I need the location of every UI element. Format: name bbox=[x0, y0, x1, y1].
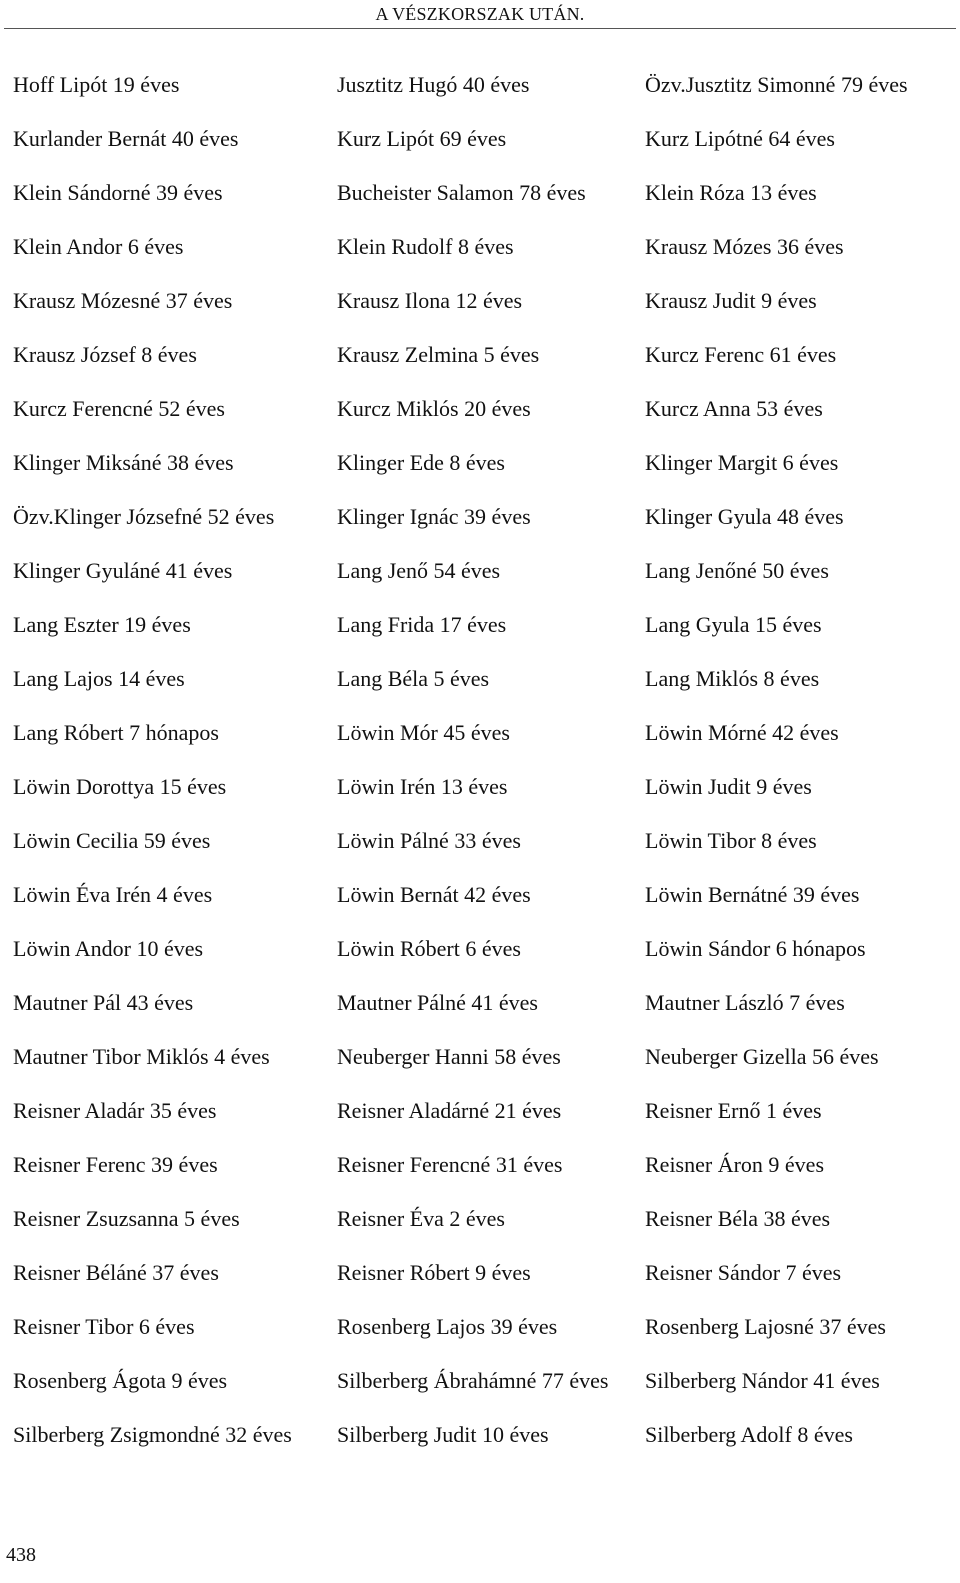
list-item: Silberberg Ábrahámné 77 éves bbox=[337, 1368, 609, 1393]
list-item: Özv.Jusztitz Simonné 79 éves bbox=[645, 72, 908, 97]
list-item: Mautner Pálné 41 éves bbox=[337, 990, 538, 1015]
list-item: Krausz Mózesné 37 éves bbox=[13, 288, 233, 313]
list-item: Löwin Bernát 42 éves bbox=[337, 882, 531, 907]
list-item: Jusztitz Hugó 40 éves bbox=[337, 72, 530, 97]
list-item: Lang Róbert 7 hónapos bbox=[13, 720, 219, 745]
list-item: Silberberg Zsigmondné 32 éves bbox=[13, 1422, 292, 1447]
list-item: Mautner László 7 éves bbox=[645, 990, 845, 1015]
list-item: Reisner Ferenc 39 éves bbox=[13, 1152, 218, 1177]
list-item: Klein Róza 13 éves bbox=[645, 180, 817, 205]
list-item: Hoff Lipót 19 éves bbox=[13, 72, 180, 97]
list-item: Kurlander Bernát 40 éves bbox=[13, 126, 239, 151]
list-item: Krausz Mózes 36 éves bbox=[645, 234, 844, 259]
list-item: Silberberg Nándor 41 éves bbox=[645, 1368, 880, 1393]
list-item: Klein Rudolf 8 éves bbox=[337, 234, 514, 259]
list-item: Klinger Margit 6 éves bbox=[645, 450, 839, 475]
list-item: Kurz Lipótné 64 éves bbox=[645, 126, 835, 151]
list-item: Kurz Lipót 69 éves bbox=[337, 126, 507, 151]
header-rule bbox=[4, 28, 956, 29]
list-item: Löwin Cecilia 59 éves bbox=[13, 828, 211, 853]
list-item: Löwin Bernátné 39 éves bbox=[645, 882, 860, 907]
list-item: Krausz Judit 9 éves bbox=[645, 288, 817, 313]
list-item: Lang Lajos 14 éves bbox=[13, 666, 185, 691]
list-item: Lang Gyula 15 éves bbox=[645, 612, 822, 637]
list-item: Reisner Ferencné 31 éves bbox=[337, 1152, 563, 1177]
list-item: Reisner Áron 9 éves bbox=[645, 1152, 825, 1177]
list-item: Krausz Ilona 12 éves bbox=[337, 288, 523, 313]
list-item: Lang Jenő 54 éves bbox=[337, 558, 501, 583]
list-item: Löwin Pálné 33 éves bbox=[337, 828, 521, 853]
list-item: Löwin Éva Irén 4 éves bbox=[13, 882, 213, 907]
list-item: Kurcz Miklós 20 éves bbox=[337, 396, 531, 421]
list-item: Löwin Mór 45 éves bbox=[337, 720, 510, 745]
list-item: Löwin Tibor 8 éves bbox=[645, 828, 817, 853]
list-item: Lang Eszter 19 éves bbox=[13, 612, 191, 637]
list-item: Kurcz Ferencné 52 éves bbox=[13, 396, 225, 421]
list-item: Reisner Ernő 1 éves bbox=[645, 1098, 822, 1123]
list-item: Bucheister Salamon 78 éves bbox=[337, 180, 586, 205]
list-item: Reisner Aladárné 21 éves bbox=[337, 1098, 562, 1123]
list-item: Löwin Dorottya 15 éves bbox=[13, 774, 227, 799]
list-item: Löwin Sándor 6 hónapos bbox=[645, 936, 866, 961]
list-item: Reisner Tibor 6 éves bbox=[13, 1314, 195, 1339]
list-item: Lang Frida 17 éves bbox=[337, 612, 507, 637]
list-item: Reisner Zsuzsanna 5 éves bbox=[13, 1206, 240, 1231]
list-item: Krausz József 8 éves bbox=[13, 342, 197, 367]
list-item: Kurcz Anna 53 éves bbox=[645, 396, 823, 421]
list-item: Mautner Pál 43 éves bbox=[13, 990, 194, 1015]
list-item: Löwin Judit 9 éves bbox=[645, 774, 812, 799]
list-item: Klinger Ignác 39 éves bbox=[337, 504, 531, 529]
list-item: Klein Sándorné 39 éves bbox=[13, 180, 223, 205]
list-item: Klinger Gyula 48 éves bbox=[645, 504, 844, 529]
list-item: Löwin Mórné 42 éves bbox=[645, 720, 839, 745]
list-item: Klinger Miksáné 38 éves bbox=[13, 450, 234, 475]
list-item: Löwin Róbert 6 éves bbox=[337, 936, 521, 961]
list-item: Neuberger Gizella 56 éves bbox=[645, 1044, 879, 1069]
list-item: Mautner Tibor Miklós 4 éves bbox=[13, 1044, 270, 1069]
list-item: Reisner Róbert 9 éves bbox=[337, 1260, 531, 1285]
list-item: Krausz Zelmina 5 éves bbox=[337, 342, 540, 367]
list-item: Reisner Sándor 7 éves bbox=[645, 1260, 842, 1285]
page-number: 438 bbox=[6, 1544, 36, 1566]
list-item: Reisner Béláné 37 éves bbox=[13, 1260, 219, 1285]
list-item: Klinger Ede 8 éves bbox=[337, 450, 505, 475]
list-item: Silberberg Adolf 8 éves bbox=[645, 1422, 853, 1447]
list-item: Lang Béla 5 éves bbox=[337, 666, 490, 691]
list-item: Reisner Béla 38 éves bbox=[645, 1206, 831, 1231]
list-item: Reisner Aladár 35 éves bbox=[13, 1098, 217, 1123]
list-item: Lang Miklós 8 éves bbox=[645, 666, 820, 691]
list-item: Reisner Éva 2 éves bbox=[337, 1206, 505, 1231]
list-item: Klein Andor 6 éves bbox=[13, 234, 184, 259]
list-item: Lang Jenőné 50 éves bbox=[645, 558, 829, 583]
page-header: A VÉSZKORSZAK UTÁN. bbox=[375, 4, 585, 24]
list-item: Klinger Gyuláné 41 éves bbox=[13, 558, 233, 583]
list-item: Rosenberg Lajosné 37 éves bbox=[645, 1314, 886, 1339]
list-item: Neuberger Hanni 58 éves bbox=[337, 1044, 561, 1069]
list-item: Rosenberg Ágota 9 éves bbox=[13, 1368, 228, 1393]
list-item: Özv.Klinger Józsefné 52 éves bbox=[13, 504, 275, 529]
list-item: Kurcz Ferenc 61 éves bbox=[645, 342, 837, 367]
names-list bbox=[13, 70, 947, 1449]
list-item: Löwin Irén 13 éves bbox=[337, 774, 508, 799]
list-item: Rosenberg Lajos 39 éves bbox=[337, 1314, 558, 1339]
list-item: Silberberg Judit 10 éves bbox=[337, 1422, 549, 1447]
list-item: Löwin Andor 10 éves bbox=[13, 936, 204, 961]
